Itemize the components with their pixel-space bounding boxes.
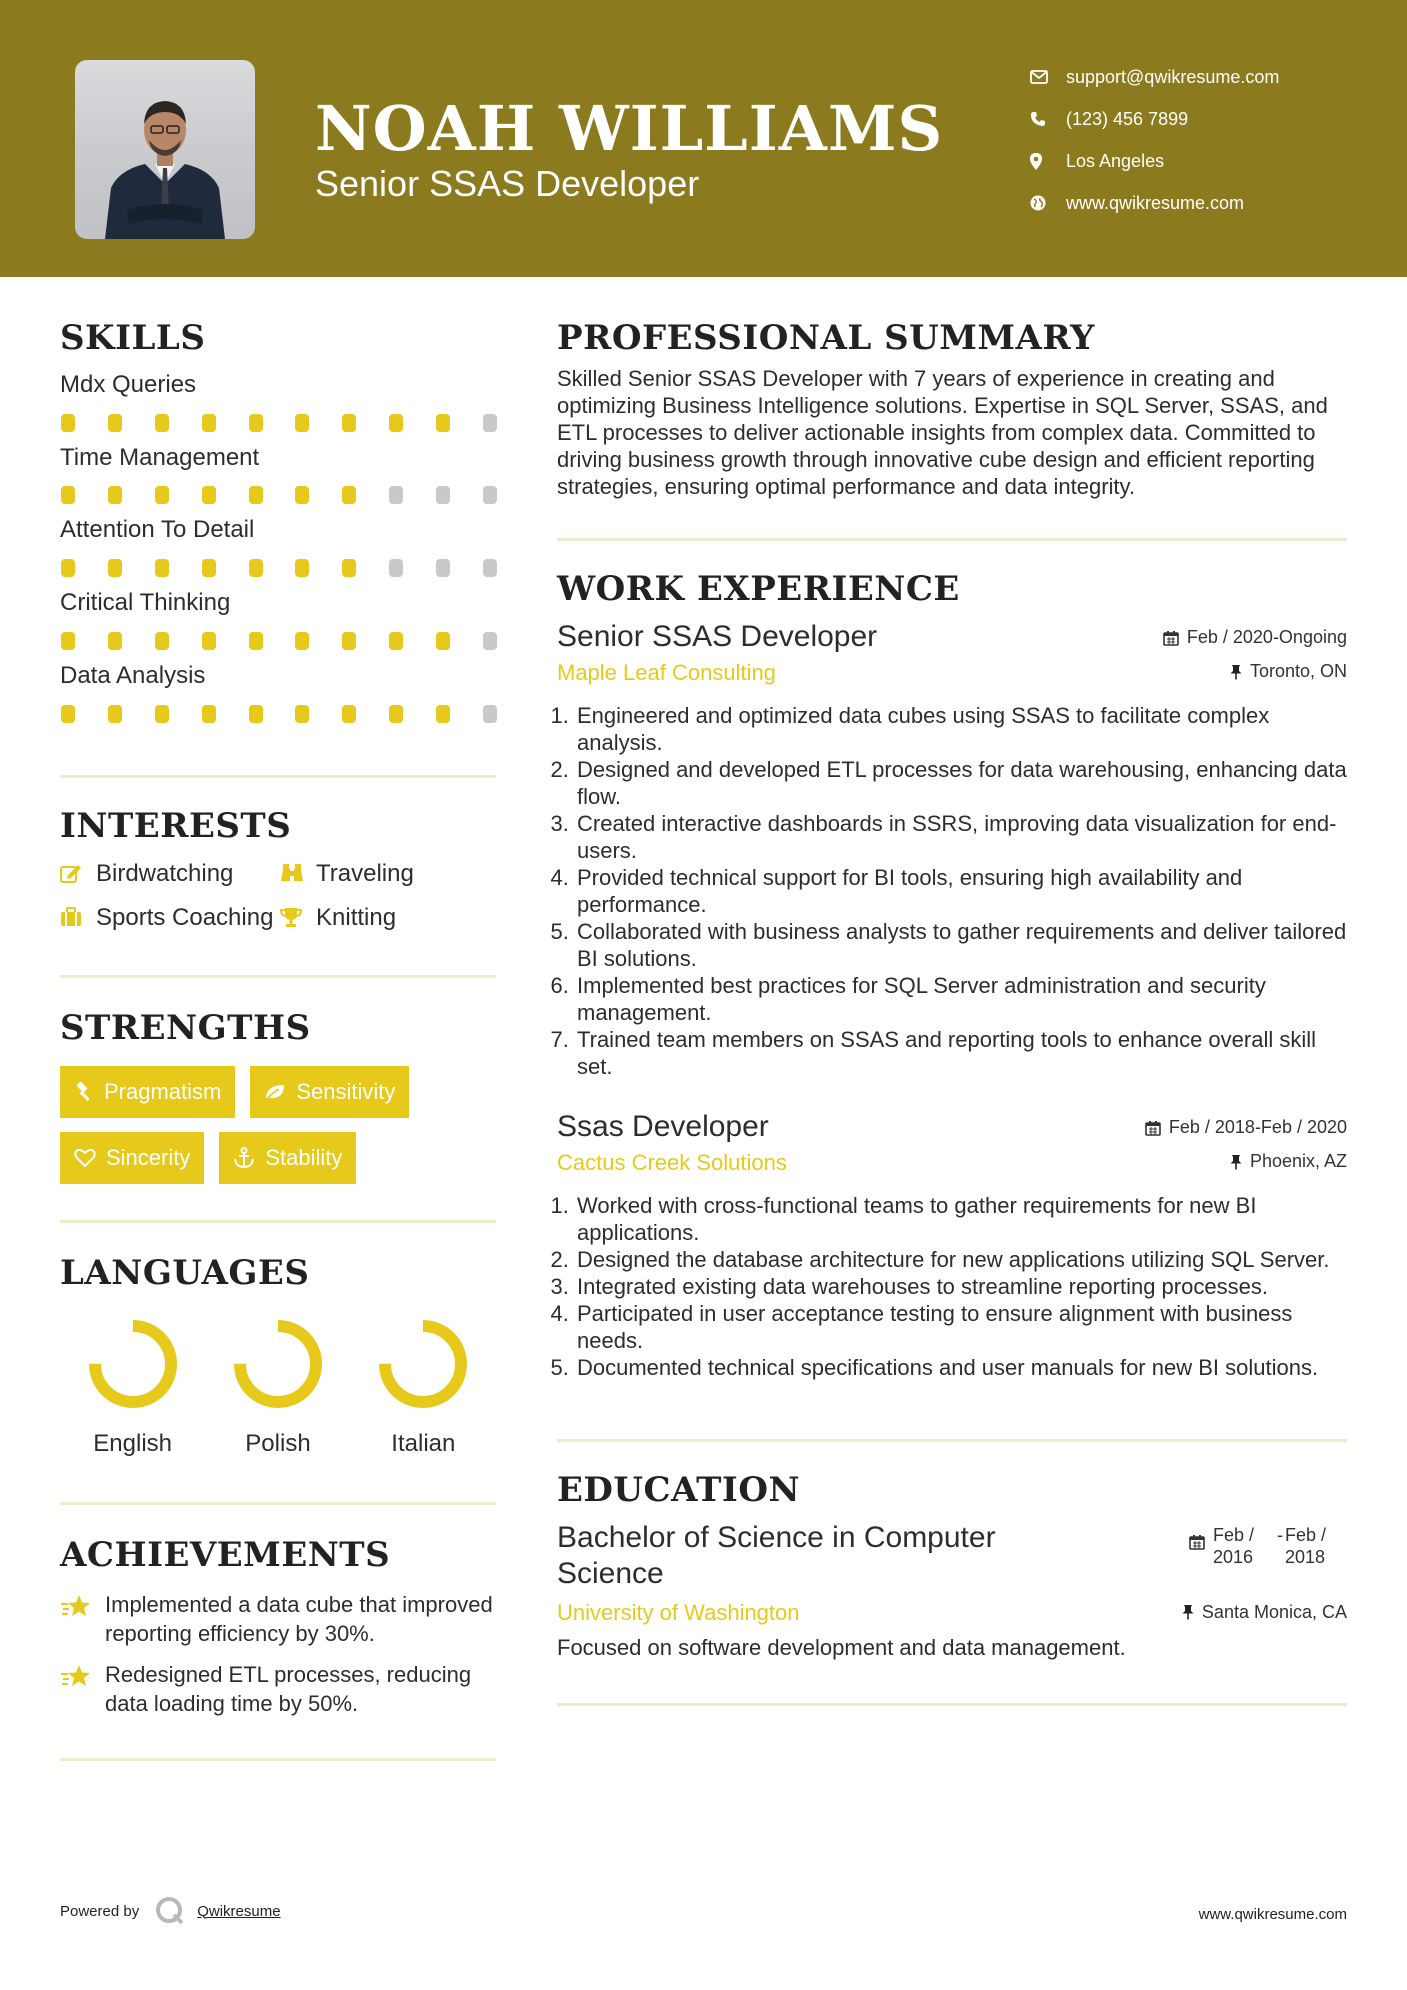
date-separator: - [1277, 1525, 1283, 1546]
powered-by-text: Powered by [60, 1902, 140, 1920]
skill-dot-empty [483, 414, 497, 432]
interest-item [280, 859, 496, 889]
interests-section [60, 806, 496, 933]
skill-dot-filled [61, 414, 75, 432]
globe-icon [1030, 195, 1066, 211]
skill-name: Critical Thinking [60, 589, 231, 617]
skill-dot-filled [249, 705, 263, 723]
phone-icon [1030, 111, 1066, 127]
achievement-item [60, 1660, 496, 1718]
skill-item [60, 662, 496, 723]
skill-dot-filled [295, 559, 309, 577]
heart-icon [74, 1148, 96, 1168]
language-name: Italian [391, 1430, 456, 1458]
interest-item [60, 903, 280, 933]
skill-dot-filled [202, 632, 216, 650]
language-gauge-arc [240, 1326, 316, 1402]
language-gauge-arc [95, 1326, 171, 1402]
degree-title: Bachelor of Science in Computer Science [557, 1521, 996, 1591]
duty-item: 2. Designed and developed ETL processes for data warehousing, enhancing data flow. [575, 756, 1347, 810]
language-name: English [93, 1430, 173, 1458]
skill-item [60, 371, 496, 432]
interest-item [280, 903, 496, 933]
company-name: Maple Leaf Consulting [557, 659, 776, 685]
skill-dot-filled [436, 632, 450, 650]
star-icon [60, 1590, 105, 1618]
duty-item: 3. Created interactive dashboards in SSRS, improving data visualization for end-users. [575, 810, 1347, 864]
binoculars-icon [280, 859, 316, 883]
footer-powered-by [60, 1896, 281, 1926]
job-duties [557, 702, 1347, 1080]
leaf-icon [264, 1083, 286, 1101]
duty-item: 1. Worked with cross-functional teams to gather requirements for new BI applications. [575, 1192, 1347, 1246]
contact-email[interactable] [1030, 56, 1279, 98]
education-description: Focused on software development and data management. [557, 1635, 1126, 1661]
education-title: EDUCATION [557, 1469, 801, 1510]
strengths-title: STRENGTHS [60, 1007, 311, 1048]
interest-label: Sports Coaching [96, 903, 274, 931]
job-dates [1145, 1117, 1347, 1138]
contact-phone-text: (123) 456 7899 [1066, 108, 1189, 129]
skill-name: Attention To Detail [60, 516, 255, 544]
skill-dot-empty [483, 486, 497, 504]
strength-label: Sincerity [106, 1145, 191, 1171]
pushpin-icon [1230, 664, 1242, 680]
skill-dot-filled [108, 632, 122, 650]
section-divider [557, 1439, 1347, 1442]
language-gauge-arc [385, 1326, 461, 1402]
duty-item: 6. Implemented best practices for SQL Server administration and security management. [575, 972, 1347, 1026]
section-divider [60, 1758, 496, 1761]
skill-dot-filled [108, 705, 122, 723]
skill-dot-filled [389, 414, 403, 432]
education-location-text: Santa Monica, CA [1201, 1601, 1347, 1622]
calendar-icon [1189, 1534, 1205, 1550]
education-dates [1189, 1524, 1347, 1568]
map-pin-icon [1030, 153, 1066, 170]
skill-dot-filled [249, 486, 263, 504]
contact-website[interactable] [1030, 182, 1279, 224]
skill-dot-filled [202, 486, 216, 504]
skill-name: Data Analysis [60, 661, 206, 689]
skill-rating [60, 559, 497, 577]
education-location [1182, 1602, 1347, 1623]
language-item [60, 1314, 205, 1458]
skill-dot-filled [436, 705, 450, 723]
pushpin-icon [1230, 1154, 1242, 1170]
trophy-icon [280, 903, 316, 927]
skill-dot-filled [342, 632, 356, 650]
achievement-text: Implemented a data cube that improved reporting efficiency by 30%. [105, 1591, 493, 1646]
section-divider [557, 538, 1347, 541]
languages-list [60, 1314, 496, 1458]
envelope-icon [1030, 70, 1066, 84]
calendar-icon [1163, 630, 1179, 646]
calendar-icon [1145, 1120, 1161, 1136]
left-column [60, 318, 496, 1761]
section-divider [60, 1502, 496, 1505]
education-end: Feb / 2018 [1285, 1525, 1327, 1568]
pencil-square-icon [60, 859, 96, 883]
job-dates [1163, 627, 1347, 648]
duty-item: 7. Trained team members on SSAS and reporting tools to enhance overall skill set. [575, 1026, 1347, 1080]
skill-dot-filled [295, 414, 309, 432]
skill-dot-filled [155, 559, 169, 577]
summary-text: Skilled Senior SSAS Developer with 7 years of experience in creating and optimizing Business Intelligence solutions. Expertise in SQL Server, SSAS, and ETL processes to deliver actionable insights from complex data. Committed to driving business growth through innovative cube design and efficient reporting strategies, ensuring optimal performance and data integrity. [557, 365, 1328, 499]
summary-section [557, 318, 1347, 500]
duty-item: 2. Designed the database architecture for new applications utilizing SQL Server. [575, 1246, 1347, 1273]
skill-dot-filled [389, 632, 403, 650]
contact-location-text: Los Angeles [1066, 150, 1165, 171]
skill-dot-filled [155, 632, 169, 650]
contact-list [1030, 56, 1279, 224]
skill-dot-filled [202, 705, 216, 723]
job-dates-text: Feb / 2020-Ongoing [1186, 627, 1347, 648]
skill-dot-filled [155, 414, 169, 432]
skill-name: Mdx Queries [60, 370, 197, 398]
language-item [351, 1314, 496, 1458]
strength-chip [219, 1132, 356, 1184]
skill-rating [60, 632, 497, 650]
duty-item: 4. Participated in user acceptance testing to ensure alignment with business needs. [575, 1300, 1347, 1354]
strength-chip [60, 1066, 235, 1118]
skills-section [60, 318, 496, 723]
skill-item [60, 589, 496, 650]
job-duties [557, 1192, 1347, 1381]
duty-item: 5. Documented technical specifications and user manuals for new BI solutions. [575, 1354, 1347, 1381]
strength-chip [250, 1066, 409, 1118]
strength-label: Stability [265, 1145, 343, 1171]
skill-dot-filled [342, 559, 356, 577]
school-name: University of Washington [557, 1600, 800, 1626]
skill-rating [60, 705, 497, 723]
skill-rating [60, 414, 497, 432]
candidate-name: NOAH WILLIAMS [315, 92, 944, 165]
skill-dot-filled [155, 486, 169, 504]
education-start: Feb / 2016 [1213, 1525, 1255, 1568]
skill-dot-empty [483, 559, 497, 577]
anchor-icon [233, 1147, 255, 1169]
footer-website[interactable]: www.qwikresume.com [1198, 1906, 1347, 1923]
job-location-text: Phoenix, AZ [1249, 1151, 1347, 1172]
company-name: Cactus Creek Solutions [557, 1149, 787, 1175]
skill-item [60, 516, 496, 577]
interests-title: INTERESTS [60, 805, 292, 846]
skills-list [60, 371, 496, 723]
skill-dot-filled [108, 414, 122, 432]
right-column [557, 318, 1347, 1706]
skill-dot-filled [249, 559, 263, 577]
skill-dot-filled [342, 486, 356, 504]
skill-item [60, 444, 496, 505]
interests-list [60, 859, 496, 933]
language-gauge [83, 1314, 183, 1414]
section-divider [60, 775, 496, 778]
job-entry [557, 620, 1347, 1080]
language-gauge [228, 1314, 328, 1414]
skills-title: SKILLS [60, 318, 206, 358]
skill-dot-empty [483, 632, 497, 650]
duty-item: 5. Collaborated with business analysts to gather requirements and deliver tailored BI solutions. [575, 918, 1347, 972]
resume-header [0, 0, 1407, 277]
pushpin-icon [1182, 1604, 1194, 1620]
skill-dot-empty [436, 486, 450, 504]
skill-dot-filled [436, 414, 450, 432]
contact-phone[interactable] [1030, 98, 1279, 140]
duty-item: 1. Engineered and optimized data cubes using SSAS to facilitate complex analysis. [575, 702, 1347, 756]
language-name: Polish [245, 1430, 311, 1458]
duty-item: 3. Integrated existing data warehouses to streamline reporting processes. [575, 1273, 1347, 1300]
strength-label: Pragmatism [104, 1079, 222, 1105]
skill-dot-filled [202, 414, 216, 432]
skill-dot-filled [342, 705, 356, 723]
languages-title: LANGUAGES [60, 1253, 310, 1294]
gavel-icon [74, 1082, 94, 1102]
education-section [557, 1470, 1347, 1662]
experience-title: WORK EXPERIENCE [557, 568, 960, 609]
skill-dot-filled [202, 559, 216, 577]
qwikresume-logo-icon [155, 1896, 185, 1926]
skill-dot-filled [108, 559, 122, 577]
achievement-text: Redesigned ETL processes, reducing data loading time by 50%. [105, 1661, 472, 1716]
skill-dot-filled [295, 632, 309, 650]
job-entry [557, 1110, 1347, 1381]
skill-rating [60, 486, 497, 504]
summary-title: PROFESSIONAL SUMMARY [557, 318, 1095, 358]
skill-dot-filled [249, 632, 263, 650]
section-divider [60, 1220, 496, 1223]
interest-item [60, 859, 280, 889]
job-title: Senior SSAS Developer [557, 619, 878, 653]
skill-dot-filled [108, 486, 122, 504]
interest-label: Knitting [316, 903, 397, 931]
skill-dot-filled [295, 705, 309, 723]
language-item [205, 1314, 350, 1458]
qwikresume-link[interactable]: Qwikresume [197, 1902, 281, 1920]
candidate-role: Senior SSAS Developer [315, 163, 700, 204]
achievements-section [60, 1535, 496, 1718]
interest-label: Traveling [316, 859, 414, 887]
skill-dot-filled [342, 414, 356, 432]
skill-dot-empty [389, 486, 403, 504]
strength-label: Sensitivity [296, 1079, 396, 1105]
job-location [1230, 1151, 1347, 1172]
skill-dot-empty [389, 559, 403, 577]
profile-photo [75, 60, 255, 239]
skill-name: Time Management [60, 443, 260, 471]
contact-website-text: www.qwikresume.com [1066, 192, 1245, 213]
skill-dot-empty [483, 705, 497, 723]
strength-chip [60, 1132, 204, 1184]
star-icon [60, 1660, 105, 1688]
skill-dot-filled [295, 486, 309, 504]
skill-dot-filled [155, 705, 169, 723]
languages-section [60, 1253, 496, 1458]
job-dates-text: Feb / 2018-Feb / 2020 [1168, 1117, 1347, 1138]
job-location-text: Toronto, ON [1249, 661, 1347, 682]
briefcase-icon [60, 903, 96, 927]
interest-label: Birdwatching [96, 859, 234, 887]
strengths-list [60, 1066, 496, 1184]
contact-email-text: support@qwikresume.com [1066, 66, 1280, 87]
skill-dot-filled [61, 559, 75, 577]
skill-dot-filled [61, 705, 75, 723]
skill-dot-filled [249, 414, 263, 432]
experience-section [557, 569, 1347, 1381]
job-location [1230, 661, 1347, 682]
skill-dot-empty [436, 559, 450, 577]
achievements-title: ACHIEVEMENTS [60, 1535, 391, 1576]
contact-location [1030, 140, 1279, 182]
achievement-item [60, 1590, 496, 1648]
language-gauge [373, 1314, 473, 1414]
job-title: Ssas Developer [557, 1109, 769, 1143]
skill-dot-filled [61, 632, 75, 650]
skill-dot-filled [61, 486, 75, 504]
duty-item: 4. Provided technical support for BI tools, ensuring high availability and performance. [575, 864, 1347, 918]
strengths-section [60, 1008, 496, 1185]
skill-dot-filled [389, 705, 403, 723]
section-divider [557, 1703, 1347, 1706]
section-divider [60, 975, 496, 978]
